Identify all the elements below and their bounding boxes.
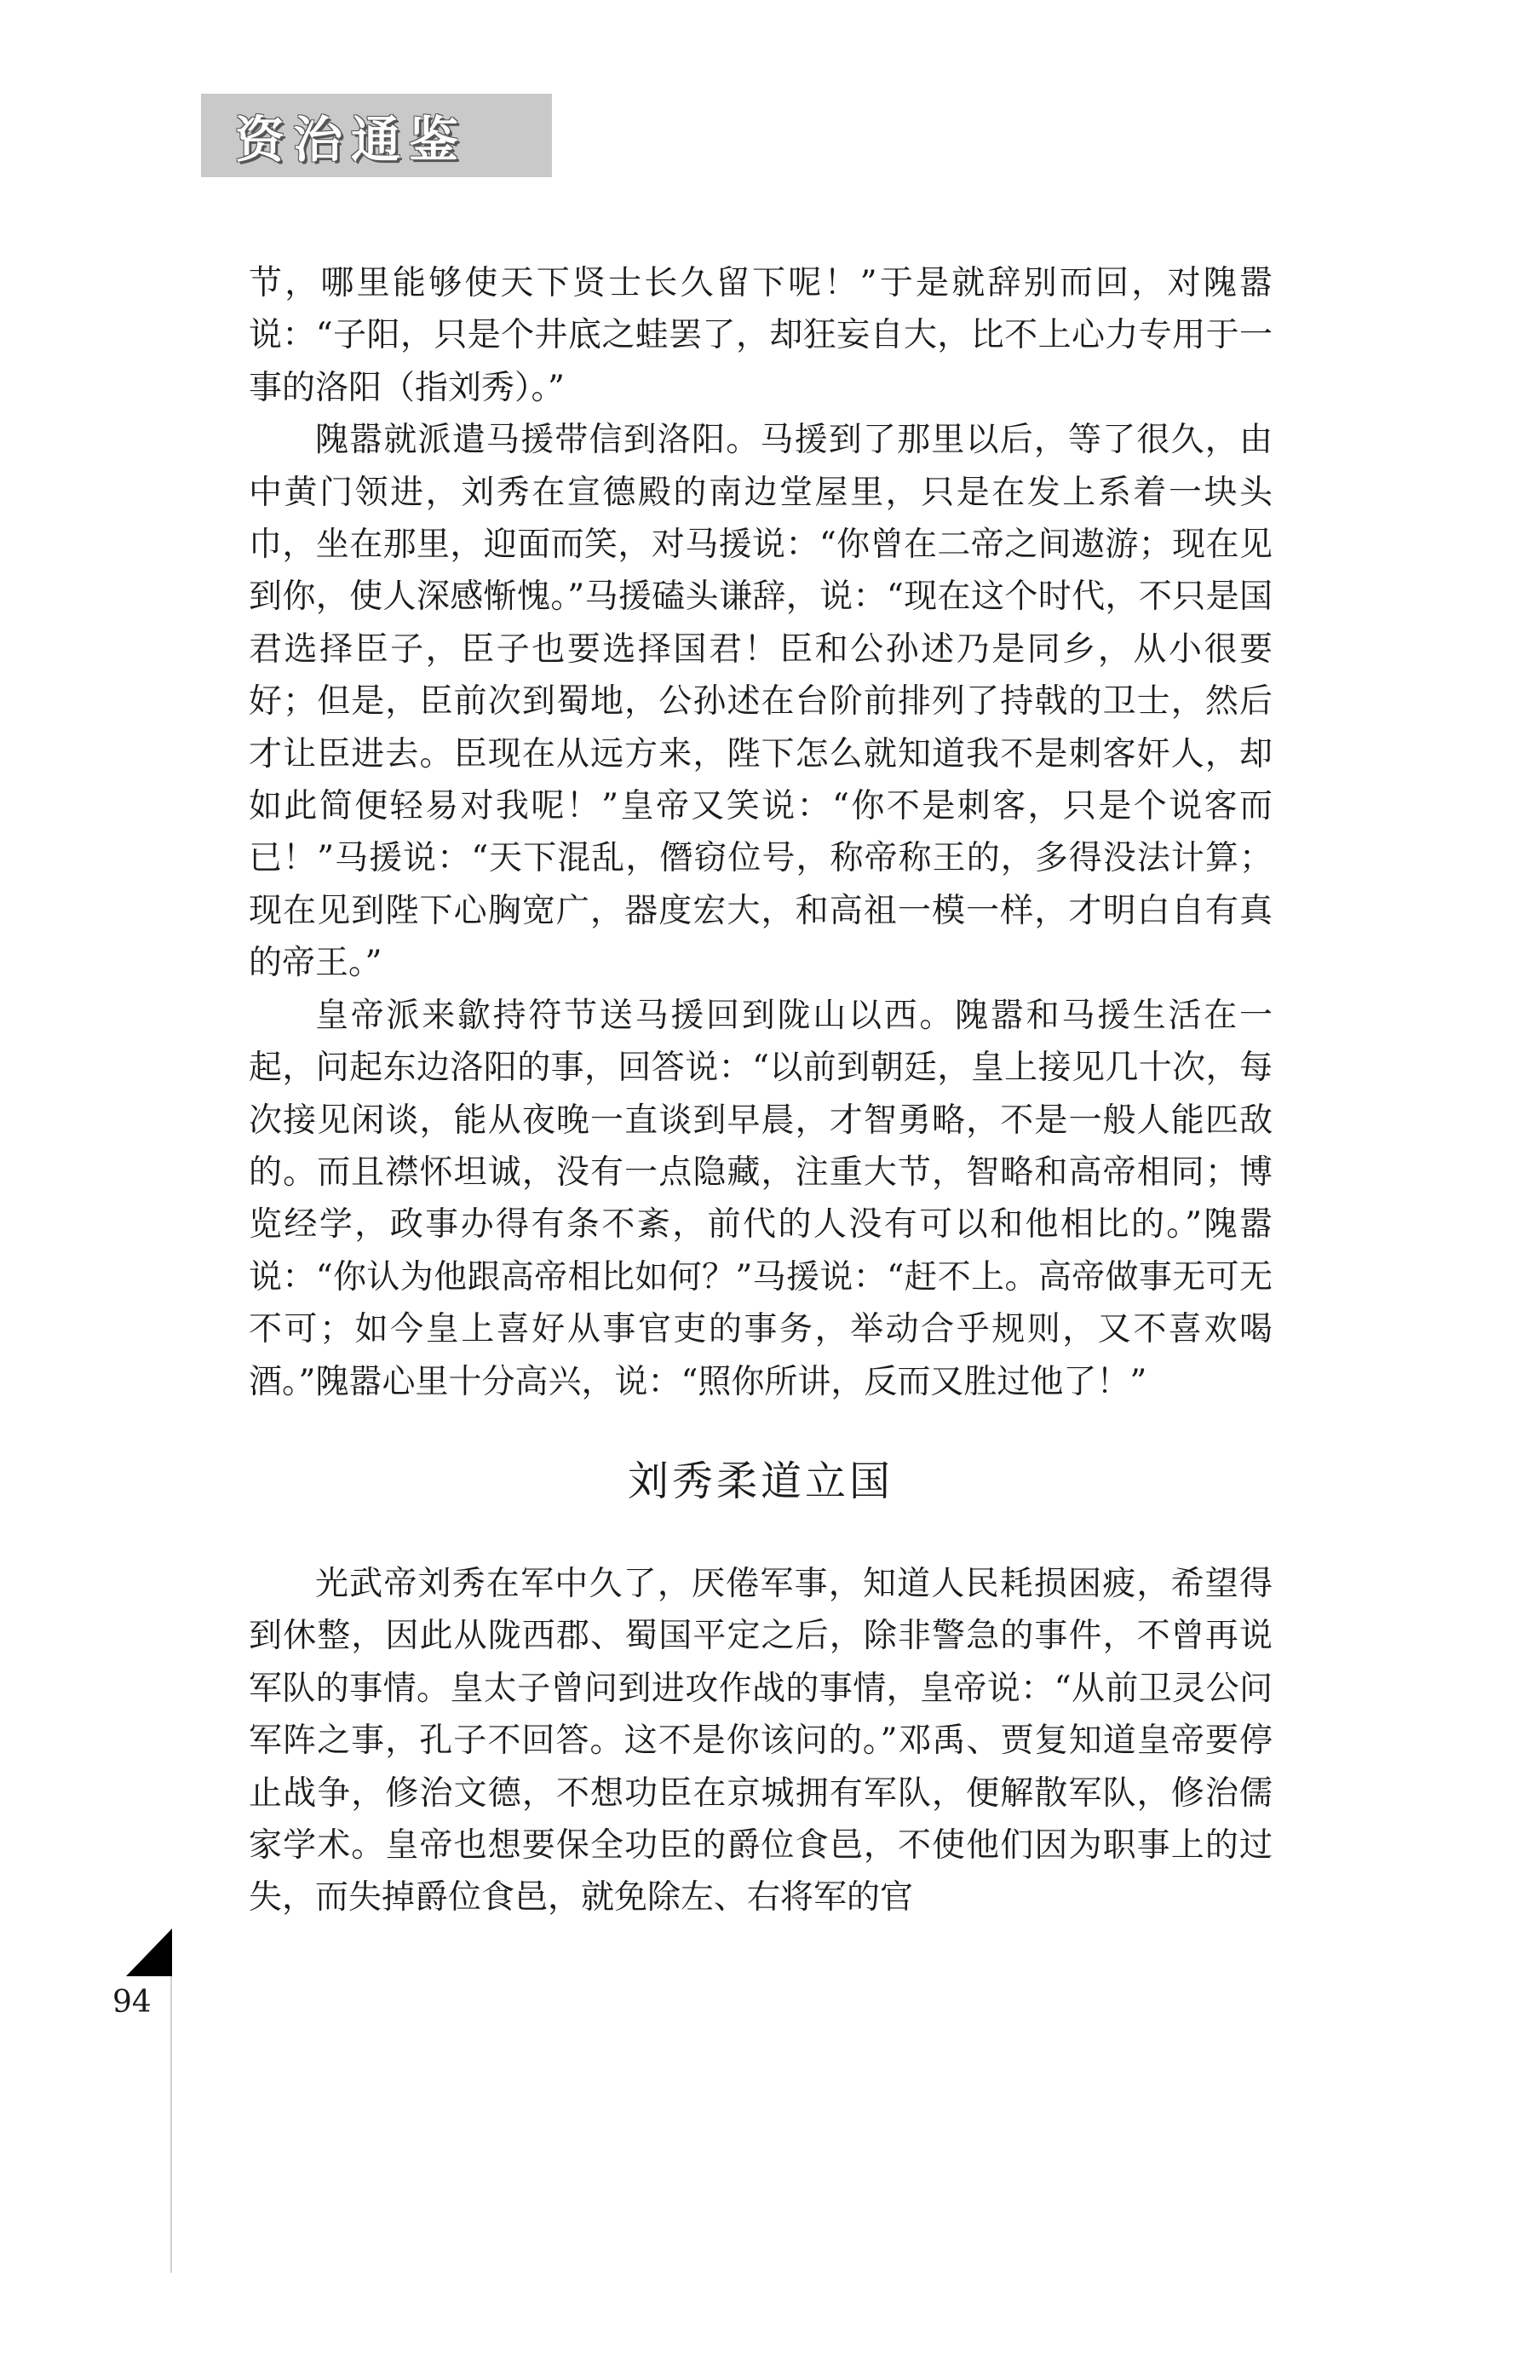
paragraph-2: 隗嚣就派遣马援带信到洛阳。马援到了那里以后，等了很久，由中黄门领进，刘秀在宣德殿的南边堂屋里，只是在发上系着一块头巾，坐在那里，迎面而笑，对马援说：“你曾在二帝之间遨游；现在见到你，使人深感惭愧。”马援磕头谦辞，说：“现在这个时代，不只是国君选择臣子，臣子也要选择国君！臣和公孙述乃是同乡，从小很要好；但是，臣前次到蜀地，公孙述在台阶前排列了持戟的卫士，然后才让臣进去。臣现在从远方来，陛下怎么就知道我不是刺客奸人，却如此简便轻易对我呢！”皇帝又笑说：“你不是刺客，只是个说客而已！”马援说：“天下混乱，僭窃位号，称帝称王的，多得没法计算；现在见到陛下心胸宽广，器度宏大，和高祖一模一样，才明白自有真的帝王。” — [249, 421, 1273, 983]
paragraph-3: 皇帝派来歙持符节送马援回到陇山以西。隗嚣和马援生活在一起，问起东边洛阳的事，回答说：“以前到朝廷，皇上接见几十次，每次接见闲谈，能从夜晚一直谈到早晨，才智勇略，不是一般人能匹敌的。而且襟怀坦诚，没有一点隐藏，注重大节，智略和高帝相同；博览经学，政事办得有条不紊，前代的人没有可以和他相比的。”隗嚣说：“你认为他跟高帝相比如何？”马援说：“赶不上。高帝做事无可无不可；如今皇上喜好从事官吏的事务，举动合乎规则，又不喜欢喝酒。”隗嚣心里十分高兴，说：“照你所讲，反而又胜过他了！” — [249, 996, 1273, 1401]
page-number: 94 — [112, 1985, 152, 2020]
page-body — [249, 257, 1273, 1924]
book-title-banner — [201, 94, 552, 177]
book-title: 资治通鉴 — [235, 111, 468, 169]
paragraph-1: 节，哪里能够使天下贤士长久留下呢！”于是就辞别而回，对隗嚣说：“子阳，只是个井底之蛙罢了，却狂妄自大，比不上心力专用于一事的洛阳（指刘秀）。” — [249, 264, 1273, 407]
margin-rule — [170, 1932, 172, 2273]
section-heading: 刘秀柔道立国 — [627, 1457, 894, 1505]
page-corner-triangle-icon — [126, 1929, 172, 1976]
section-paragraph: 光武帝刘秀在军中久了，厌倦军事，知道人民耗损困疲，希望得到休整，因此从陇西郡、蜀国平定之后，除非警急的事件，不曾再说军队的事情。皇太子曾问到进攻作战的事情，皇帝说：“从前卫灵公问军阵之事，孔子不回答。这不是你该问的。”邓禹、贾复知道皇帝要停止战争，修治文德，不想功臣在京城拥有军队，便解散军队，修治儒家学术。皇帝也想要保全功臣的爵位食邑，不使他们因为职事上的过失，而失掉爵位食邑，就免除左、右将军的官 — [249, 1564, 1273, 1917]
